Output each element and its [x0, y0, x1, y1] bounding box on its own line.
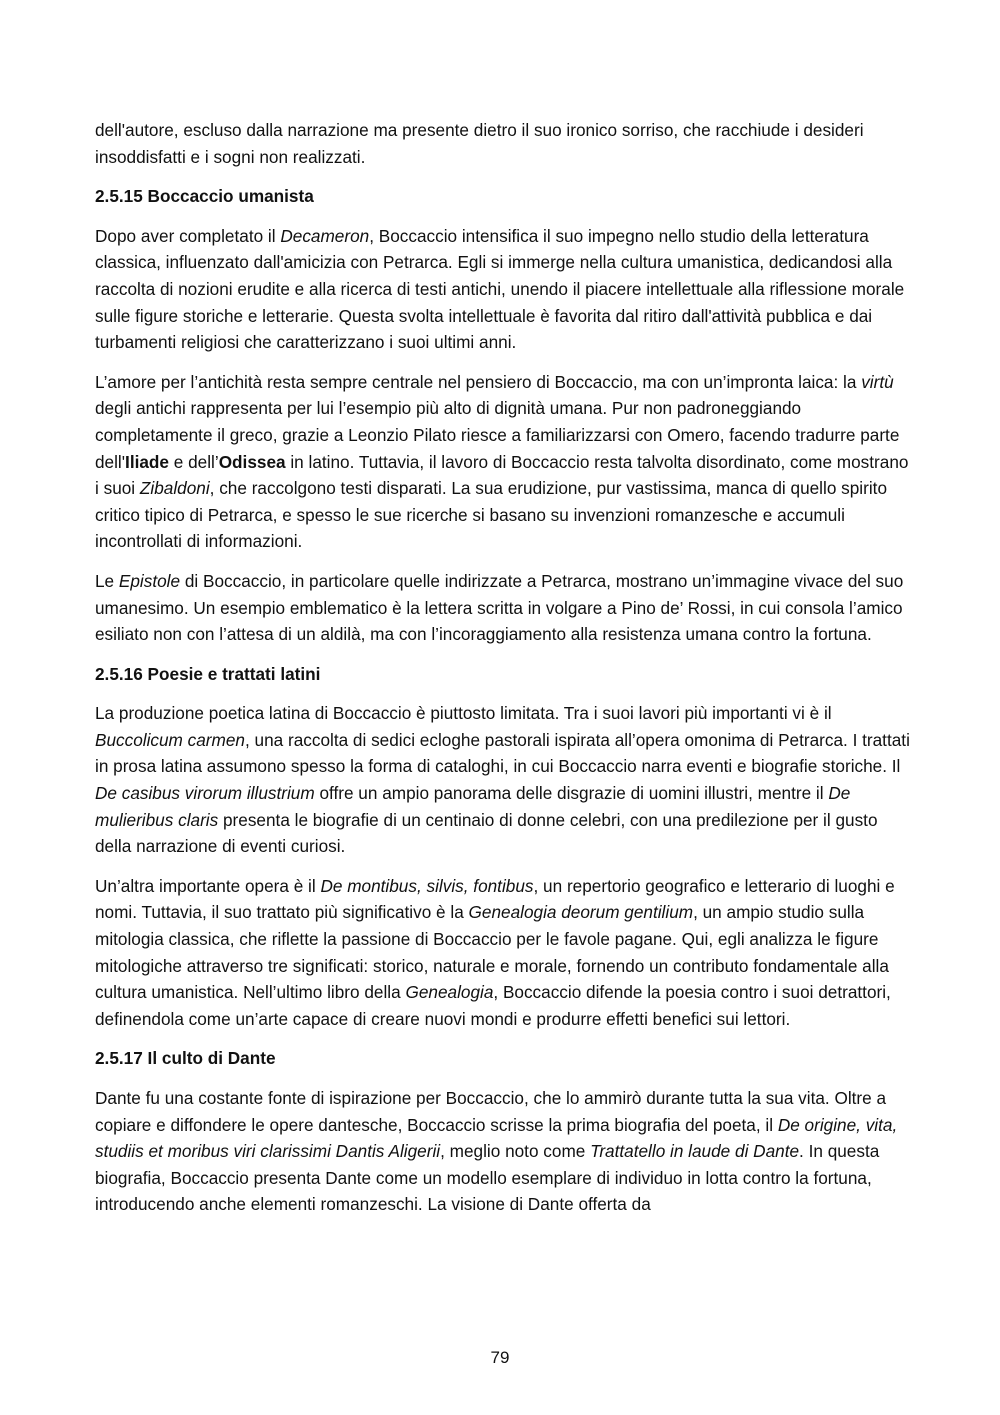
text-run: 2.5.16 Poesie e trattati latini — [95, 663, 321, 684]
italic-title: De mulieribus claris — [95, 783, 851, 830]
text-run: . In questa biografia, Boccaccio presenta Dante come un modello esemplare di individuo in lotta contro la fortuna, introducendo anche elementi romanzeschi. La visione di Dante offerta da — [95, 1141, 880, 1215]
paragraph-boccaccio-umanista-2 — [95, 369, 910, 555]
section-heading-2-5-17 — [95, 1045, 910, 1072]
italic-title: De casibus virorum illustrium — [95, 783, 315, 804]
text-run: Un’altra importante opera è il — [95, 875, 321, 896]
paragraph-poesie-trattati-1 — [95, 700, 910, 860]
page-number: 79 — [490, 1348, 510, 1367]
bold-title: Iliade — [125, 451, 169, 472]
text-run: L’amore per l’antichità resta sempre centrale nel pensiero di Boccaccio, ma con un’impronta laica: la — [95, 371, 862, 392]
paragraph-boccaccio-umanista-3 — [95, 568, 910, 648]
italic-title: Epistole — [118, 570, 181, 591]
text-run: 2.5.15 Boccaccio umanista — [95, 186, 314, 207]
text-run: 2.5.17 Il culto di Dante — [95, 1048, 276, 1069]
text-run: , Boccaccio intensifica il suo impegno nello studio della letteratura classica, influenzato dall'amicizia con Petrarca. Egli si immerge nella cultura umanistica, dedicandosi alla raccolta di nozioni erudite e alla ricerca di testi antichi, unendo il piacere intellettuale alla riflessione morale sulle figure storiche e letterarie. Questa svolta intellettuale è favorita dal ritiro dall'attività pubblica e dai turbamenti religiosi che caratterizzano i suoi ultimi anni. — [95, 225, 905, 353]
italic-title: Zibaldoni — [139, 478, 210, 499]
text-run: , un ampio studio sulla mitologia classica, che riflette la passione di Boccaccio per le favole pagane. Qui, egli analizza le figure mitologiche attraverso tre significati: storico, naturale e morale, fornendo un contributo fondamentale alla cultura umanistica. Nell’ultimo libro della — [95, 902, 889, 1003]
text-run: Dopo aver completato il — [95, 225, 281, 246]
text-run: dell'autore, escluso dalla narrazione ma presente dietro il suo ironico sorriso, che racchiude i desideri insoddisfatti e i sogni non realizzati. — [95, 120, 864, 167]
italic-title: Genealogia deorum gentilium — [468, 902, 694, 923]
bold-title: Odissea — [218, 451, 286, 472]
paragraph-poesie-trattati-2 — [95, 873, 910, 1033]
text-run: , che raccolgono testi disparati. La sua erudizione, pur vastissima, manca di quello spirito critico tipico di Petrarca, e spesso le sue ricerche si basano su invenzioni romanzesche e accumuli incontrollati di informazioni. — [95, 478, 888, 552]
text-run: e dell’ — [169, 451, 219, 472]
page-body — [95, 117, 910, 1231]
text-run: di Boccaccio, in particolare quelle indirizzate a Petrarca, mostrano un’immagine vivace del suo umanesimo. Un esempio emblematico è la lettera scritta in volgare a Pino de’ Rossi, in cui consola l’amico esiliato non con l’attesa di un aldilà, ma con l’incoraggiamento alla resistenza umana contro la fortuna. — [95, 570, 904, 645]
section-heading-2-5-16 — [95, 661, 910, 688]
text-run: presenta le biografie di un centinaio di donne celebri, con una predilezione per il gusto della narrazione di eventi curiosi. — [95, 809, 878, 857]
italic-title: virtù — [861, 371, 894, 392]
italic-title: De origine, vita, studiis et moribus viri clarissimi Dantis Aligerii — [95, 1114, 898, 1162]
paragraph-continuation — [95, 117, 910, 170]
italic-title: Trattatello in laude di Dante — [590, 1141, 800, 1162]
text-run: , meglio noto come — [440, 1141, 591, 1162]
text-run: Le — [95, 570, 119, 591]
text-run: La produzione poetica latina di Boccaccio è piuttosto limitata. Tra i suoi lavori più importanti vi è il — [95, 703, 832, 724]
italic-title: Buccolicum carmen — [95, 729, 245, 750]
paragraph-culto-dante-1 — [95, 1085, 910, 1218]
italic-title: Genealogia — [405, 982, 494, 1003]
text-run: , Boccaccio difende la poesia contro i suoi detrattori, definendola come un’arte capace di creare nuovi mondi e produrre effetti benefici sui lettori. — [95, 982, 891, 1029]
italic-title: De montibus, silvis, fontibus — [320, 875, 534, 896]
text-run: degli antichi rappresenta per lui l’esempio più alto di dignità umana. Pur non padroneggiando completamente il greco, grazie a Leonzio Pilato riesce a familiarizzarsi con Omero, facendo tradurre parte dell' — [95, 398, 900, 472]
text-run: in latino. Tuttavia, il lavoro di Boccaccio resta talvolta disordinato, come mostrano i suoi — [95, 451, 909, 499]
italic-title: Decameron — [280, 225, 370, 246]
section-heading-2-5-15 — [95, 183, 910, 210]
text-run: offre un ampio panorama delle disgrazie di uomini illustri, mentre il — [314, 783, 829, 804]
text-run: Dante fu una costante fonte di ispirazione per Boccaccio, che lo ammirò durante tutta la sua vita. Oltre a copiare e diffondere le opere dantesche, Boccaccio scrisse la prima biografia del poeta, il — [95, 1088, 887, 1135]
text-run: , una raccolta di sedici ecloghe pastorali ispirata all’opera omonima di Petrarca. I trattati in prosa latina assumono spesso la forma di cataloghi, in cui Boccaccio narra eventi e biografie storiche. Il — [95, 729, 910, 777]
text-run: , un repertorio geografico e letterario di luoghi e nomi. Tuttavia, il suo trattato più significativo è la — [95, 875, 895, 923]
paragraph-boccaccio-umanista-1 — [95, 223, 910, 356]
